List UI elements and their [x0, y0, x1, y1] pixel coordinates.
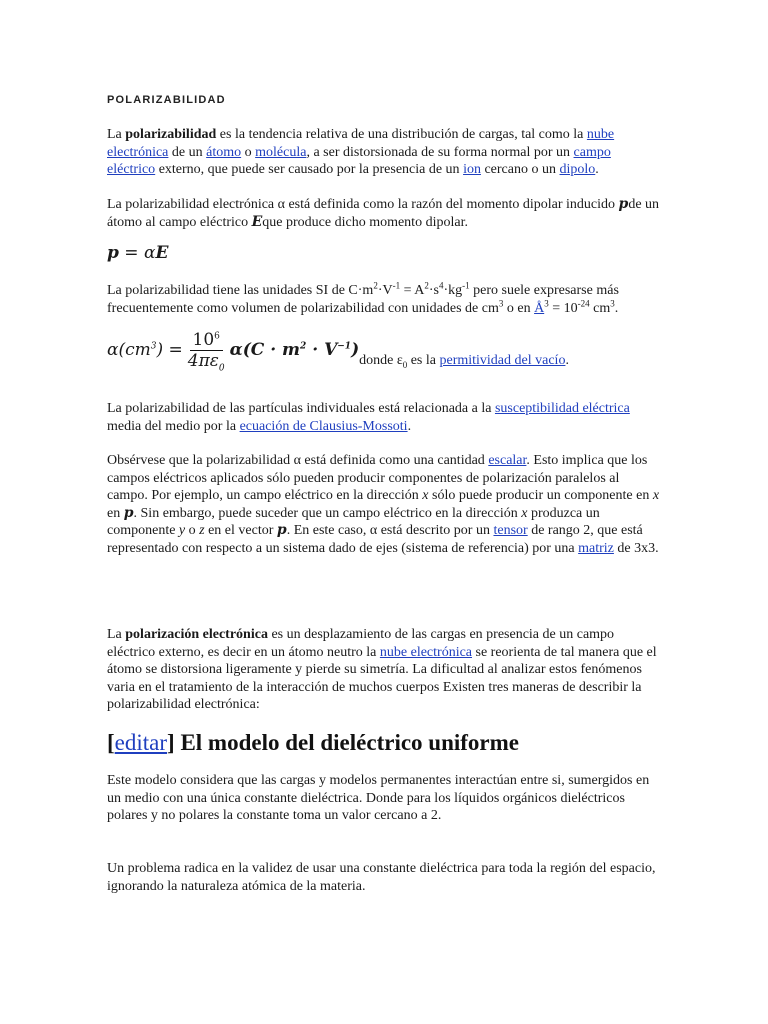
equation-p-alpha-e: p = αE	[107, 243, 169, 263]
paragraph-si-units: La polarizabilidad tiene las unidades SI de $C\cdot m^2\cdot V^{-1} = A^2\cdot s^4\cdot kg^{-1}$ pero suele expresarse más frecuentemente como volumen de polarizabilidad con unidades de $cm^3$ o en $Å^3 = 10^{-24}$ $cm^3$.	[107, 280, 619, 316]
link-ion[interactable]: ion	[463, 162, 481, 177]
symbol-p: p	[618, 196, 629, 212]
symbol-e: E	[251, 213, 263, 230]
paragraph-problem: Un problema radica en la validez de usar una constante dieléctrica para toda la región del espacio, ignorando la naturaleza atómica de la materia.	[107, 861, 656, 894]
link-molecula[interactable]: molécula	[255, 144, 307, 160]
section-title-dielectric-model: [editar] El modelo del dieléctrico uniforme	[107, 730, 519, 755]
link-matriz[interactable]: matriz	[578, 540, 614, 556]
term-polarizacion-electronica: polarización electrónica	[125, 627, 268, 642]
link-atomo[interactable]: átomo	[206, 144, 242, 160]
paragraph-model-description: Este modelo considera que las cargas y modelos permanentes interactúan entre si, sumergidos en un medio con una única constante dieléctrica. Donde para los líquidos orgánicos dieléctricos polares y no polares la constante toma un valor cercano a 2.	[107, 773, 650, 823]
fraction: $\frac{10^6}{4\pi\varepsilon_0}$	[187, 330, 225, 374]
paragraph-susceptibility: La polarizabilidad de las partículas individuales está relacionada a la susceptibilidad eléctrica media del medio por la ecuación de Clausius-Mossoti.	[107, 401, 630, 434]
link-susceptibilidad-electrica[interactable]: susceptibilidad eléctrica	[494, 401, 630, 416]
edit-link[interactable]: editar	[114, 730, 168, 755]
link-tensor[interactable]: tensor	[493, 523, 528, 538]
link-nube-electronica-2[interactable]: nube electrónica	[379, 644, 473, 660]
link-angstrom[interactable]: Å	[534, 300, 545, 316]
link-clausius-mossoti[interactable]: ecuación de Clausius-Mossoti	[239, 418, 408, 434]
link-escalar[interactable]: escalar	[488, 453, 527, 468]
equation-volume-polarizability: $\alpha(cm^3)$ = $\frac{10^6}{4\pi\varepsilon_0}$ $\alpha(C \cdot m^2 \cdot V^{-1})$ donde $\varepsilon_0$ es la permitividad del vacío.	[107, 330, 569, 374]
paragraph-definition: La polarizabilidad es la tendencia relativa de una distribución de cargas, tal como la nube electrónica de un átomo o molécula, a ser distorsionada de su forma normal por un campo eléctrico externo, que puede ser causado por la presencia de un ion cercano o un dipolo.	[107, 127, 615, 177]
link-campo-electrico[interactable]: campo eléctrico	[107, 144, 611, 177]
link-nube-electronica[interactable]: nube electrónica	[107, 127, 615, 160]
link-dipolo[interactable]: dipolo	[559, 162, 596, 177]
paragraph-tensor: Obsérvese que la polarizabilidad α está definida como una cantidad escalar. Esto implica que los campos eléctricos aplicados sólo pueden producir componentes de polarización paralelos al campo. Por ejemplo, un campo eléctrico en la dirección x sólo puede producir un componente en x en p. Sin embargo, puede suceder que un campo eléctrico en la dirección x produzca un componente y o z en el vector p. En este caso, α está descrito por un tensor de rango 2, que está representado con respecto a un sistema dado de ejes (sistema de referencia) por una matriz de 3x3.	[107, 453, 660, 556]
paragraph-electronic-polarization: La polarización electrónica es un desplazamiento de las cargas en presencia de un campo eléctrico externo, es decir en un átomo neutro la nube electrónica se reorienta de tal manera que el átomo se distorsiona ligeramente y pierde su simetría. La dificultad al analizar estos fenómenos varia en el tratamiento de la interacción de muchos cuerpos Existen tres maneras de describir la polarizabilidad electrónica:	[107, 627, 657, 712]
section-heading: POLARIZABILIDAD	[107, 94, 226, 106]
paragraph-electronic-polarizability: La polarizabilidad electrónica α está definida como la razón del momento dipolar inducido pde un átomo al campo eléctrico Eque produce dicho momento dipolar.	[107, 196, 660, 230]
link-permitividad-del-vacio[interactable]: permitividad del vacío	[439, 352, 566, 368]
term-polarizabilidad: polarizabilidad	[125, 127, 217, 142]
